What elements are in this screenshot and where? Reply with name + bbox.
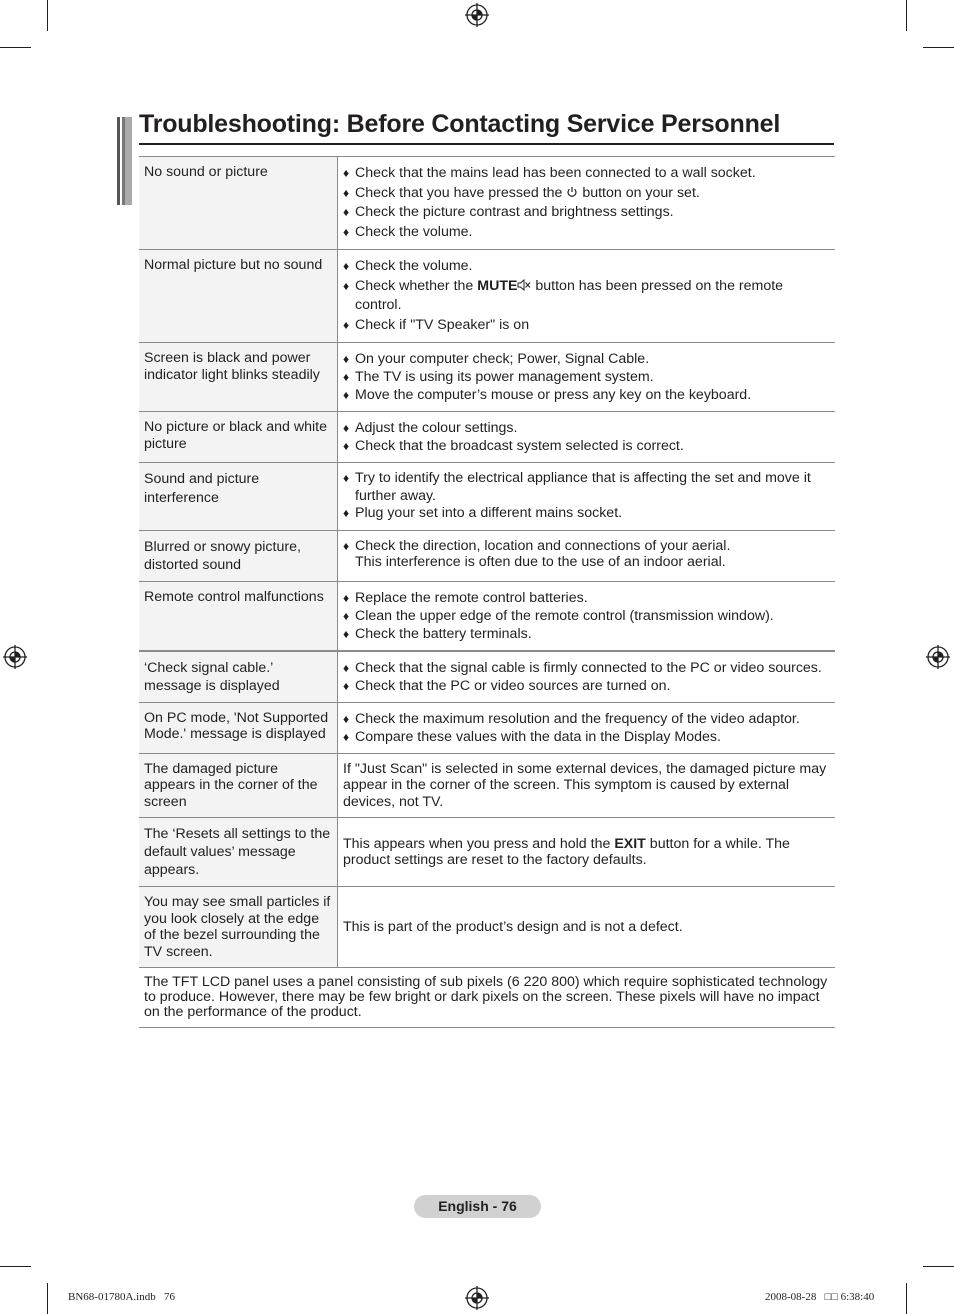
- solution-item: ♦ Check that the PC or video sources are turned on.: [343, 677, 829, 695]
- registration-mark-icon: [3, 645, 27, 669]
- solution-item: This interference is often due to the use of an indoor aerial.: [355, 554, 726, 570]
- power-icon: [566, 186, 578, 198]
- solution-item: ♦ Check that the signal cable is firmly connected to the PC or video sources.: [343, 659, 829, 677]
- crop-mark: [906, 0, 907, 31]
- section-marker-bar: [117, 117, 132, 205]
- solution-cell: [338, 581, 836, 651]
- problem-cell: On PC mode, 'Not Supported Mode.' message is displayed: [139, 702, 338, 753]
- solution-item: ♦ Check the maximum resolution and the frequency of the video adaptor.: [343, 710, 829, 728]
- crop-mark: [47, 0, 48, 31]
- solution-item: ♦ On your computer check; Power, Signal Cable.: [343, 350, 829, 368]
- solution-cell: [338, 157, 836, 250]
- solution-item: ♦ Check that the mains lead has been connected to a wall socket.: [343, 164, 829, 184]
- table-row: [139, 818, 835, 887]
- troubleshooting-table: [139, 156, 835, 1028]
- tft-lcd-note: The TFT LCD panel uses a panel consisting of sub pixels (6 220 800) which require sophisticated technology to produce. However, there may be few bright or dark pixels on the screen. These pixels will have no impact on the performance of the product.: [139, 968, 835, 1028]
- solution-cell: [338, 702, 836, 753]
- table-row: [139, 412, 835, 463]
- solution-item: ♦ Clean the upper edge of the remote control (transmission window).: [343, 607, 829, 625]
- solution-item: ♦ Check whether the MUTE button has been pressed on the remote control.: [343, 277, 829, 316]
- problem-cell: You may see small particles if you look closely at the edge of the bezel surrounding the TV screen.: [139, 887, 338, 968]
- solution-item: ♦ Try to identify the electrical appliance that is affecting the set and move it further away.: [343, 470, 829, 505]
- problem-cell: ‘Check signal cable.’ message is displayed: [139, 651, 338, 703]
- page-number-label: English - 76: [414, 1195, 541, 1218]
- problem-cell: Normal picture but no sound: [139, 250, 338, 343]
- print-slug-right: 2008-08-28 □□ 6:38:40: [765, 1291, 875, 1303]
- solution-item: ♦ Check the picture contrast and brightness settings.: [343, 203, 829, 223]
- table-row: [139, 887, 835, 968]
- table-row: [139, 702, 835, 753]
- solution-item: ♦ Check the battery terminals.: [343, 625, 829, 643]
- registration-mark-icon: [465, 3, 489, 27]
- solution-cell: [338, 412, 836, 463]
- crop-mark: [923, 47, 954, 48]
- table-row: [139, 581, 835, 651]
- problem-cell: Blurred or snowy picture, distorted sound: [139, 530, 338, 581]
- solution-item: ♦ Check the direction, location and connections of your aerial.: [343, 538, 829, 555]
- problem-cell: No sound or picture: [139, 157, 338, 250]
- registration-mark-icon: [926, 645, 950, 669]
- problem-cell: The damaged picture appears in the corner of the screen: [139, 753, 338, 818]
- solution-item: ♦ Check that the broadcast system selected is correct.: [343, 437, 829, 455]
- solution-item: ♦ Check if "TV Speaker" is on: [343, 316, 829, 336]
- registration-mark-icon: [465, 1286, 489, 1310]
- crop-mark: [0, 1266, 31, 1267]
- solution-cell: If "Just Scan" is selected in some external devices, the damaged picture may appear in the corner of the screen. This symptom is caused by external devices, not TV.: [338, 753, 836, 818]
- problem-cell: The ‘Resets all settings to the default values’ message appears.: [139, 818, 338, 887]
- table-row: [139, 968, 835, 1028]
- solution-item: ♦ Check the volume.: [343, 257, 829, 277]
- solution-cell: [338, 530, 836, 581]
- table-row: [139, 753, 835, 818]
- mute-speaker-icon: [517, 279, 531, 291]
- solution-cell: [338, 651, 836, 703]
- problem-cell: Screen is black and power indicator light blinks steadily: [139, 343, 338, 412]
- solution-item: ♦ Move the computer’s mouse or press any key on the keyboard.: [343, 386, 829, 404]
- problem-cell: No picture or black and white picture: [139, 412, 338, 463]
- solution-item: ♦ Plug your set into a different mains socket.: [343, 505, 829, 523]
- solution-item: ♦ The TV is using its power management system.: [343, 368, 829, 386]
- crop-mark: [0, 47, 31, 48]
- solution-item: ♦ Replace the remote control batteries.: [343, 589, 829, 607]
- problem-cell: Remote control malfunctions: [139, 581, 338, 651]
- print-slug-left: BN68-01780A.indb 76: [68, 1291, 175, 1303]
- title-underline: [139, 143, 834, 145]
- solution-item: ♦ Check that you have pressed the button on your set.: [343, 184, 829, 204]
- solution-cell: [338, 463, 836, 531]
- table-row: [139, 250, 835, 343]
- solution-item: ♦ Adjust the colour settings.: [343, 419, 829, 437]
- crop-mark: [923, 1266, 954, 1267]
- crop-mark: [47, 1283, 48, 1314]
- table-row: [139, 463, 835, 531]
- solution-cell: This appears when you press and hold the EXIT button for a while. The product settings are reset to the factory defaults.: [338, 818, 836, 887]
- table-row: [139, 651, 835, 703]
- problem-cell: Sound and picture interference: [139, 463, 338, 531]
- solution-item: ♦ Check the volume.: [343, 223, 829, 243]
- crop-mark: [906, 1283, 907, 1314]
- solution-item: ♦ Compare these values with the data in the Display Modes.: [343, 728, 829, 746]
- solution-cell: [338, 343, 836, 412]
- table-row: [139, 530, 835, 581]
- solution-cell: [338, 250, 836, 343]
- solution-cell: This is part of the product’s design and is not a defect.: [338, 887, 836, 968]
- table-row: [139, 343, 835, 412]
- page-title: Troubleshooting: Before Contacting Service Personnel: [139, 110, 781, 138]
- table-row: [139, 157, 835, 250]
